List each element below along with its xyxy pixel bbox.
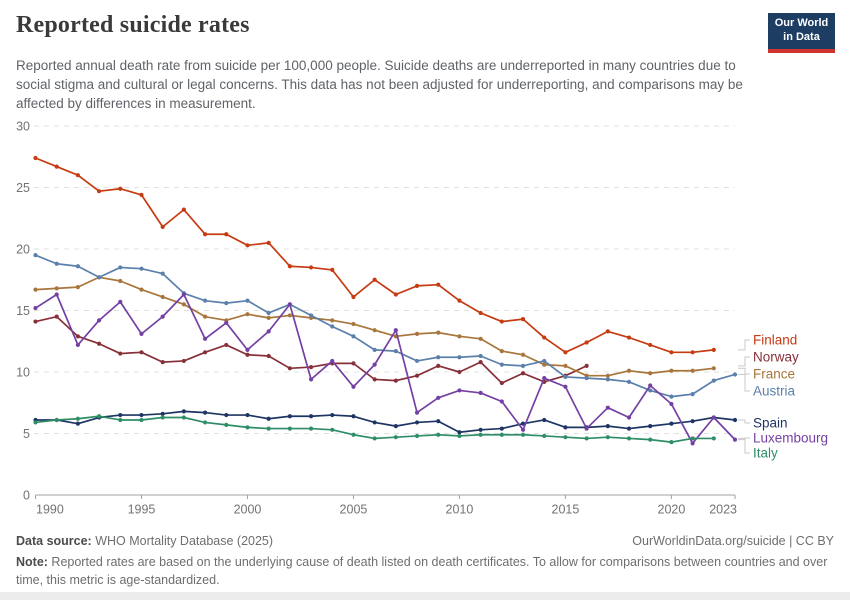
legend-label-norway[interactable]: Norway: [753, 349, 799, 365]
data-point[interactable]: [55, 164, 59, 168]
x-tick-label-2005: 2005: [339, 502, 368, 517]
data-point[interactable]: [373, 420, 377, 424]
data-point[interactable]: [373, 278, 377, 282]
data-point[interactable]: [648, 438, 652, 442]
data-point[interactable]: [627, 415, 631, 419]
data-point[interactable]: [733, 372, 737, 376]
data-point[interactable]: [267, 311, 271, 315]
data-point[interactable]: [627, 436, 631, 440]
data-point[interactable]: [139, 413, 143, 417]
data-point[interactable]: [76, 334, 80, 338]
data-point[interactable]: [55, 262, 59, 266]
data-point[interactable]: [182, 292, 186, 296]
data-point[interactable]: [500, 349, 504, 353]
series-line-norway[interactable]: [36, 317, 587, 383]
data-point[interactable]: [224, 413, 228, 417]
data-point[interactable]: [606, 374, 610, 378]
data-point[interactable]: [712, 366, 716, 370]
legend-label-france[interactable]: France: [753, 366, 796, 382]
data-point[interactable]: [161, 225, 165, 229]
data-point[interactable]: [521, 428, 525, 432]
data-point[interactable]: [224, 301, 228, 305]
data-point[interactable]: [245, 348, 249, 352]
y-tick-label-30: 30: [16, 119, 30, 134]
data-point[interactable]: [521, 371, 525, 375]
data-point[interactable]: [330, 359, 334, 363]
data-point[interactable]: [373, 436, 377, 440]
data-point[interactable]: [521, 364, 525, 368]
data-point[interactable]: [669, 350, 673, 354]
data-point[interactable]: [33, 253, 37, 257]
data-point[interactable]: [118, 413, 122, 417]
data-point[interactable]: [33, 420, 37, 424]
data-point[interactable]: [457, 334, 461, 338]
data-point[interactable]: [415, 359, 419, 363]
y-tick-label-10: 10: [16, 365, 30, 380]
data-point[interactable]: [479, 354, 483, 358]
data-point[interactable]: [139, 287, 143, 291]
data-point[interactable]: [606, 435, 610, 439]
data-point[interactable]: [648, 371, 652, 375]
data-source-label: Data source:: [16, 534, 92, 548]
data-point[interactable]: [288, 302, 292, 306]
data-point[interactable]: [245, 353, 249, 357]
data-point[interactable]: [139, 193, 143, 197]
legend-label-finland[interactable]: Finland: [753, 332, 798, 348]
data-point[interactable]: [691, 436, 695, 440]
data-point[interactable]: [161, 315, 165, 319]
data-point[interactable]: [436, 331, 440, 335]
data-point[interactable]: [203, 410, 207, 414]
data-point[interactable]: [691, 392, 695, 396]
data-point[interactable]: [585, 364, 589, 368]
y-tick-label-0: 0: [23, 488, 30, 503]
data-point[interactable]: [309, 426, 313, 430]
data-point[interactable]: [203, 350, 207, 354]
line-chart[interactable]: [0, 116, 850, 520]
bottom-strip: [0, 592, 850, 600]
data-point[interactable]: [563, 375, 567, 379]
data-point[interactable]: [55, 315, 59, 319]
data-point[interactable]: [585, 436, 589, 440]
data-point[interactable]: [245, 312, 249, 316]
data-point[interactable]: [542, 376, 546, 380]
data-point[interactable]: [203, 299, 207, 303]
data-point[interactable]: [118, 418, 122, 422]
legend-connector-spain: [738, 420, 750, 423]
data-point[interactable]: [245, 425, 249, 429]
data-point[interactable]: [563, 425, 567, 429]
data-point[interactable]: [521, 433, 525, 437]
data-point[interactable]: [288, 366, 292, 370]
data-point[interactable]: [76, 173, 80, 177]
data-point[interactable]: [373, 377, 377, 381]
data-point[interactable]: [457, 430, 461, 434]
data-point[interactable]: [627, 369, 631, 373]
data-point[interactable]: [161, 272, 165, 276]
line-chart-svg[interactable]: [0, 116, 850, 520]
data-point[interactable]: [457, 434, 461, 438]
data-point[interactable]: [309, 365, 313, 369]
series-line-austria[interactable]: [36, 255, 736, 396]
data-point[interactable]: [203, 315, 207, 319]
data-point[interactable]: [33, 156, 37, 160]
data-point[interactable]: [182, 415, 186, 419]
data-point[interactable]: [394, 424, 398, 428]
data-point[interactable]: [288, 426, 292, 430]
data-point[interactable]: [500, 381, 504, 385]
data-point[interactable]: [76, 422, 80, 426]
data-point[interactable]: [267, 316, 271, 320]
x-tick-label-2023: 2023: [709, 502, 737, 517]
y-tick-label-5: 5: [23, 426, 30, 441]
data-point[interactable]: [76, 264, 80, 268]
data-point[interactable]: [373, 328, 377, 332]
data-point[interactable]: [691, 441, 695, 445]
data-point[interactable]: [224, 343, 228, 347]
data-point[interactable]: [436, 419, 440, 423]
data-point[interactable]: [309, 377, 313, 381]
data-point[interactable]: [182, 302, 186, 306]
data-point[interactable]: [288, 313, 292, 317]
x-tick-label-2020: 2020: [657, 502, 686, 517]
data-point[interactable]: [542, 335, 546, 339]
footer-note: [16, 554, 834, 589]
data-point[interactable]: [542, 434, 546, 438]
data-point[interactable]: [309, 414, 313, 418]
data-point[interactable]: [479, 311, 483, 315]
data-point[interactable]: [182, 359, 186, 363]
data-point[interactable]: [479, 433, 483, 437]
data-point[interactable]: [479, 360, 483, 364]
data-point[interactable]: [267, 426, 271, 430]
legend-label-austria[interactable]: Austria: [753, 383, 796, 399]
data-point[interactable]: [606, 377, 610, 381]
data-point[interactable]: [309, 313, 313, 317]
data-point[interactable]: [97, 318, 101, 322]
data-point[interactable]: [712, 415, 716, 419]
data-point[interactable]: [139, 350, 143, 354]
data-point[interactable]: [415, 332, 419, 336]
data-point[interactable]: [500, 433, 504, 437]
data-point[interactable]: [648, 343, 652, 347]
data-point[interactable]: [118, 279, 122, 283]
data-point[interactable]: [606, 406, 610, 410]
data-point[interactable]: [415, 420, 419, 424]
data-point[interactable]: [627, 380, 631, 384]
data-point[interactable]: [351, 361, 355, 365]
data-point[interactable]: [394, 349, 398, 353]
data-point[interactable]: [97, 189, 101, 193]
data-point[interactable]: [161, 295, 165, 299]
data-point[interactable]: [436, 396, 440, 400]
data-point[interactable]: [351, 433, 355, 437]
data-point[interactable]: [648, 383, 652, 387]
data-point[interactable]: [55, 292, 59, 296]
x-tick-label-1990: 1990: [36, 502, 64, 517]
data-point[interactable]: [182, 208, 186, 212]
data-point[interactable]: [521, 317, 525, 321]
data-point[interactable]: [118, 300, 122, 304]
data-point[interactable]: [76, 285, 80, 289]
data-point[interactable]: [457, 370, 461, 374]
legend-connector-finland: [738, 340, 750, 350]
data-point[interactable]: [245, 299, 249, 303]
chart-footer: [16, 534, 834, 589]
data-point[interactable]: [76, 343, 80, 347]
data-point[interactable]: [669, 395, 673, 399]
data-point[interactable]: [224, 232, 228, 236]
data-point[interactable]: [309, 265, 313, 269]
data-point[interactable]: [203, 337, 207, 341]
data-point[interactable]: [542, 418, 546, 422]
data-point[interactable]: [394, 379, 398, 383]
data-point[interactable]: [182, 409, 186, 413]
data-point[interactable]: [627, 335, 631, 339]
data-point[interactable]: [691, 419, 695, 423]
data-point[interactable]: [648, 424, 652, 428]
x-tick-label-2015: 2015: [551, 502, 580, 517]
data-point[interactable]: [563, 350, 567, 354]
data-point[interactable]: [394, 435, 398, 439]
data-point[interactable]: [33, 287, 37, 291]
data-point[interactable]: [606, 329, 610, 333]
data-point[interactable]: [691, 350, 695, 354]
data-point[interactable]: [118, 265, 122, 269]
data-point[interactable]: [373, 348, 377, 352]
data-point[interactable]: [97, 414, 101, 418]
data-point[interactable]: [288, 414, 292, 418]
data-point[interactable]: [712, 348, 716, 352]
data-point[interactable]: [500, 399, 504, 403]
data-point[interactable]: [351, 322, 355, 326]
footer-note-value: Reported rates are based on the underlying cause of death listed on death certificates. To allow for comparisons between countries and over time, this metric is age-standardized.: [16, 555, 828, 587]
data-point[interactable]: [585, 376, 589, 380]
data-point[interactable]: [55, 418, 59, 422]
data-point[interactable]: [267, 329, 271, 333]
data-point[interactable]: [267, 241, 271, 245]
data-point[interactable]: [669, 369, 673, 373]
data-point[interactable]: [33, 306, 37, 310]
data-point[interactable]: [521, 353, 525, 357]
data-source: [16, 534, 273, 548]
legend-label-italy[interactable]: Italy: [753, 445, 778, 461]
data-point[interactable]: [118, 187, 122, 191]
page-title: Reported suicide rates: [16, 12, 250, 38]
x-tick-label-1995: 1995: [127, 502, 156, 517]
data-point[interactable]: [351, 385, 355, 389]
data-point[interactable]: [224, 321, 228, 325]
data-point[interactable]: [733, 438, 737, 442]
data-point[interactable]: [97, 275, 101, 279]
data-point[interactable]: [288, 264, 292, 268]
owid-logo-line1: Our World: [774, 17, 829, 30]
data-point[interactable]: [627, 426, 631, 430]
legend-connector-france: [738, 368, 750, 374]
data-point[interactable]: [161, 412, 165, 416]
x-tick-label-2010: 2010: [445, 502, 474, 517]
data-point[interactable]: [479, 391, 483, 395]
data-point[interactable]: [542, 359, 546, 363]
data-point[interactable]: [267, 354, 271, 358]
data-point[interactable]: [394, 292, 398, 296]
legend-connector-austria: [738, 374, 750, 391]
data-point[interactable]: [118, 351, 122, 355]
data-point[interactable]: [224, 423, 228, 427]
data-point[interactable]: [542, 363, 546, 367]
owid-logo[interactable]: [768, 13, 835, 53]
data-point[interactable]: [245, 243, 249, 247]
data-point[interactable]: [351, 295, 355, 299]
data-point[interactable]: [585, 426, 589, 430]
data-point[interactable]: [415, 410, 419, 414]
x-tick-label-2000: 2000: [233, 502, 262, 517]
data-point[interactable]: [436, 364, 440, 368]
data-point[interactable]: [203, 232, 207, 236]
legend-connector-norway: [738, 357, 750, 366]
data-point[interactable]: [415, 434, 419, 438]
data-point[interactable]: [394, 328, 398, 332]
data-point[interactable]: [712, 379, 716, 383]
data-point[interactable]: [330, 268, 334, 272]
data-point[interactable]: [330, 318, 334, 322]
footer-note-label: Note:: [16, 555, 48, 569]
data-point[interactable]: [436, 355, 440, 359]
data-point[interactable]: [55, 286, 59, 290]
data-point[interactable]: [139, 267, 143, 271]
data-point[interactable]: [733, 418, 737, 422]
data-point[interactable]: [585, 340, 589, 344]
data-point[interactable]: [33, 319, 37, 323]
data-point[interactable]: [563, 435, 567, 439]
data-point[interactable]: [351, 334, 355, 338]
data-point[interactable]: [330, 428, 334, 432]
data-point[interactable]: [139, 418, 143, 422]
data-point[interactable]: [457, 355, 461, 359]
data-source-value: WHO Mortality Database (2025): [91, 534, 274, 548]
data-point[interactable]: [76, 417, 80, 421]
data-point[interactable]: [203, 420, 207, 424]
data-point[interactable]: [669, 440, 673, 444]
y-tick-label-25: 25: [16, 180, 30, 195]
y-tick-label-20: 20: [16, 242, 30, 257]
data-point[interactable]: [563, 385, 567, 389]
y-tick-label-15: 15: [16, 303, 30, 318]
data-point[interactable]: [669, 402, 673, 406]
data-point[interactable]: [436, 283, 440, 287]
data-point[interactable]: [415, 284, 419, 288]
data-point[interactable]: [500, 319, 504, 323]
legend-label-spain[interactable]: Spain: [753, 415, 788, 431]
data-point[interactable]: [500, 426, 504, 430]
data-point[interactable]: [712, 436, 716, 440]
owid-url-link[interactable]: OurWorldinData.org/suicide | CC BY: [632, 534, 834, 548]
data-point[interactable]: [457, 388, 461, 392]
data-point[interactable]: [415, 374, 419, 378]
data-point[interactable]: [373, 363, 377, 367]
chart-subtitle: Reported annual death rate from suicide per 100,000 people. Suicide deaths are underreported in many countries due to social stigma and cultural or legal concerns. This data has not been adjusted for underreporting, and comparisons may be affected by differences in measurement.: [16, 58, 743, 112]
data-point[interactable]: [139, 332, 143, 336]
data-point[interactable]: [479, 337, 483, 341]
data-point[interactable]: [669, 422, 673, 426]
data-point[interactable]: [500, 363, 504, 367]
data-point[interactable]: [606, 424, 610, 428]
data-point[interactable]: [563, 364, 567, 368]
data-point[interactable]: [436, 433, 440, 437]
legend-connector-italy: [738, 438, 750, 453]
data-point[interactable]: [479, 428, 483, 432]
data-point[interactable]: [267, 417, 271, 421]
data-point[interactable]: [97, 342, 101, 346]
data-point[interactable]: [161, 415, 165, 419]
data-point[interactable]: [330, 413, 334, 417]
data-point[interactable]: [457, 299, 461, 303]
owid-logo-line2: in Data: [783, 31, 820, 43]
data-point[interactable]: [330, 324, 334, 328]
data-point[interactable]: [245, 413, 249, 417]
data-point[interactable]: [161, 360, 165, 364]
data-point[interactable]: [691, 369, 695, 373]
data-point[interactable]: [351, 414, 355, 418]
legend-label-luxembourg[interactable]: Luxembourg: [753, 430, 829, 446]
